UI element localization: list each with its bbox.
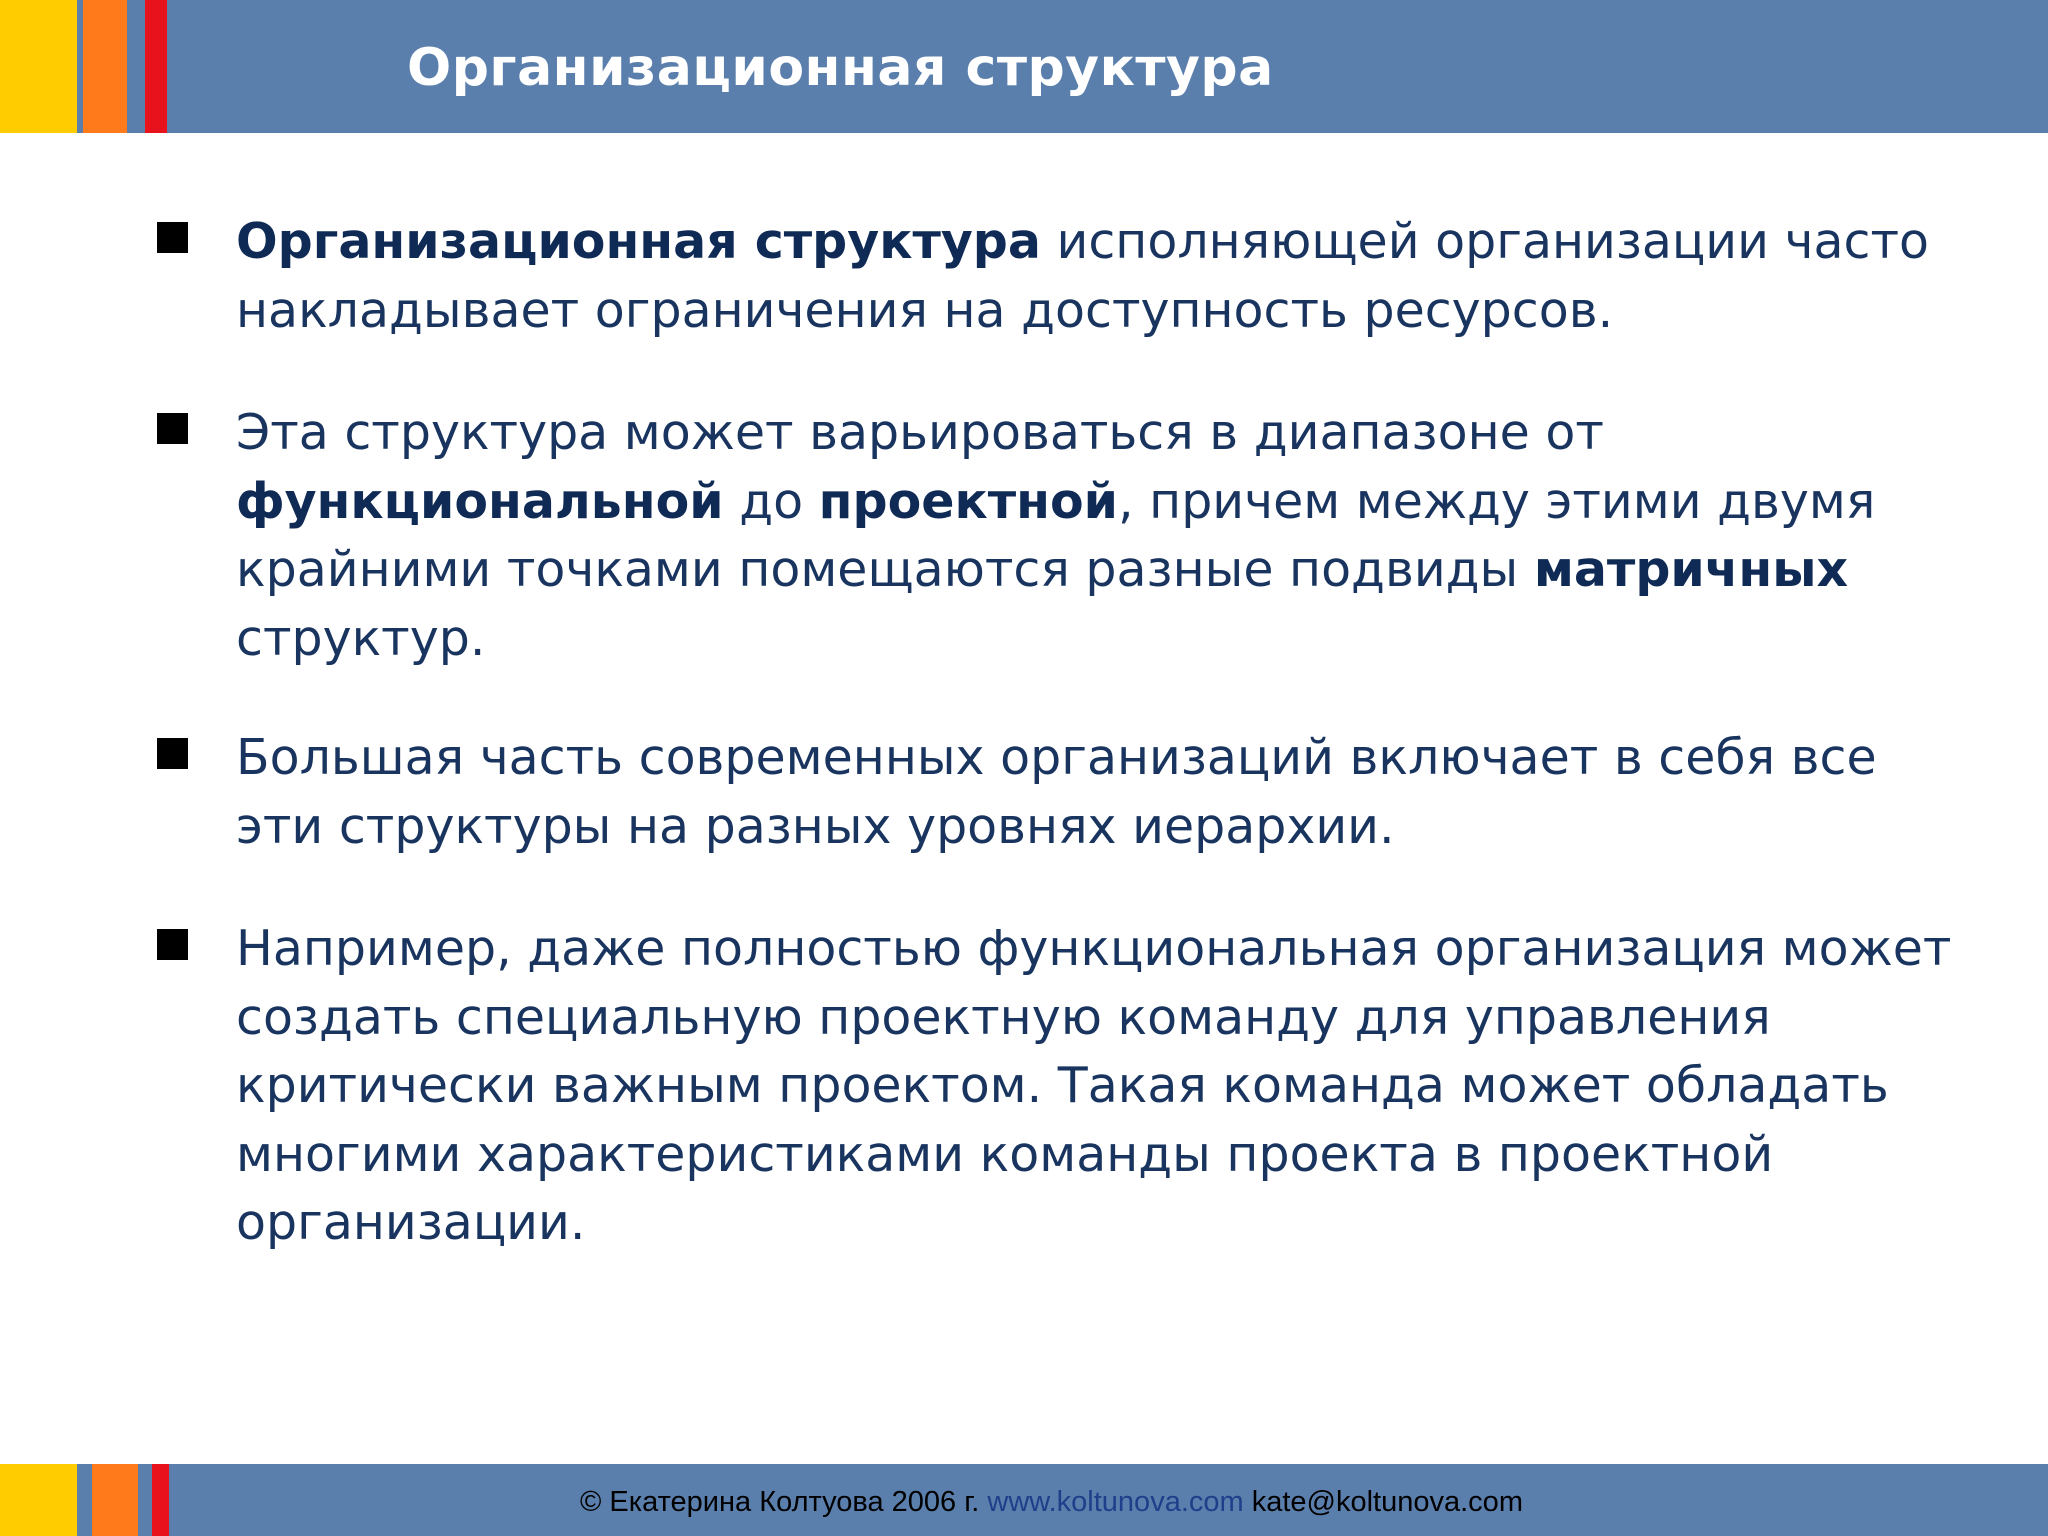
text-segment: до — [723, 472, 819, 530]
footer-website-link[interactable]: www.koltunova.com — [987, 1486, 1244, 1518]
bullet-line — [236, 724, 2026, 793]
bold-term: функциональной — [236, 472, 724, 530]
bullet-line — [236, 1189, 2026, 1258]
bullet-line — [236, 1121, 2026, 1190]
footer-copyright: © Екатерина Колтуова 2006 г. — [580, 1486, 980, 1518]
bullet-square-icon — [157, 929, 188, 960]
header-stripe-red — [145, 0, 167, 133]
header-stripe-yellow — [0, 0, 77, 133]
bullet-square-icon — [157, 738, 188, 769]
bullet-text — [236, 724, 2026, 861]
text-segment: эти структуры на разных уровнях иерархии. — [236, 797, 1395, 855]
footer-credits — [580, 1480, 1523, 1524]
footer-stripe-yellow — [0, 1464, 77, 1536]
bullet-text — [236, 399, 2026, 673]
text-segment: Например, даже полностью функциональная организация может — [236, 920, 1952, 977]
bold-term: Организационная структура — [236, 213, 1041, 270]
footer-stripe-orange — [92, 1464, 138, 1536]
text-segment: структур. — [236, 609, 486, 667]
bullet-line — [236, 605, 2026, 674]
bullet-line — [236, 399, 2026, 468]
bullet-text — [236, 915, 2026, 1258]
bullet-line — [236, 468, 2026, 537]
bullet-line — [236, 277, 2026, 346]
bullet-text — [236, 208, 2026, 345]
bullet-line — [236, 915, 2026, 984]
bullet-square-icon — [157, 222, 188, 253]
bullet-line — [236, 984, 2026, 1053]
text-segment: исполняющей организации часто — [1040, 213, 1929, 270]
bullet-square-icon — [157, 413, 188, 444]
text-segment: многими характеристиками команды проекта в проектной — [236, 1125, 1774, 1183]
bullet-line — [236, 793, 2026, 862]
bullet-line — [236, 1052, 2026, 1121]
text-segment: Большая часть современных организаций включает в себя все — [236, 729, 1877, 786]
header-stripe-orange — [83, 0, 127, 133]
text-segment: крайними точками помещаются разные подвиды — [236, 541, 1534, 598]
text-segment: накладывает ограничения на доступность ресурсов. — [236, 281, 1614, 339]
text-segment: , причем между этими двумя — [1118, 472, 1876, 530]
text-segment: организации. — [236, 1194, 586, 1251]
bullet-line — [236, 208, 2026, 277]
text-segment: Эта структура может варьироваться в диапазоне от — [236, 404, 1604, 461]
footer-email[interactable]: kate@koltunova.com — [1251, 1486, 1523, 1518]
footer-stripe-red — [152, 1464, 169, 1536]
bullet-line — [236, 536, 2026, 605]
text-segment: критически важным проектом. Такая команда может обладать — [236, 1057, 1889, 1114]
page-title: Организационная структура — [407, 38, 1274, 98]
text-segment: создать специальную проектную команду для управления — [236, 988, 1771, 1046]
bold-term: проектной — [818, 472, 1118, 530]
bold-term: матричных — [1533, 541, 1849, 598]
